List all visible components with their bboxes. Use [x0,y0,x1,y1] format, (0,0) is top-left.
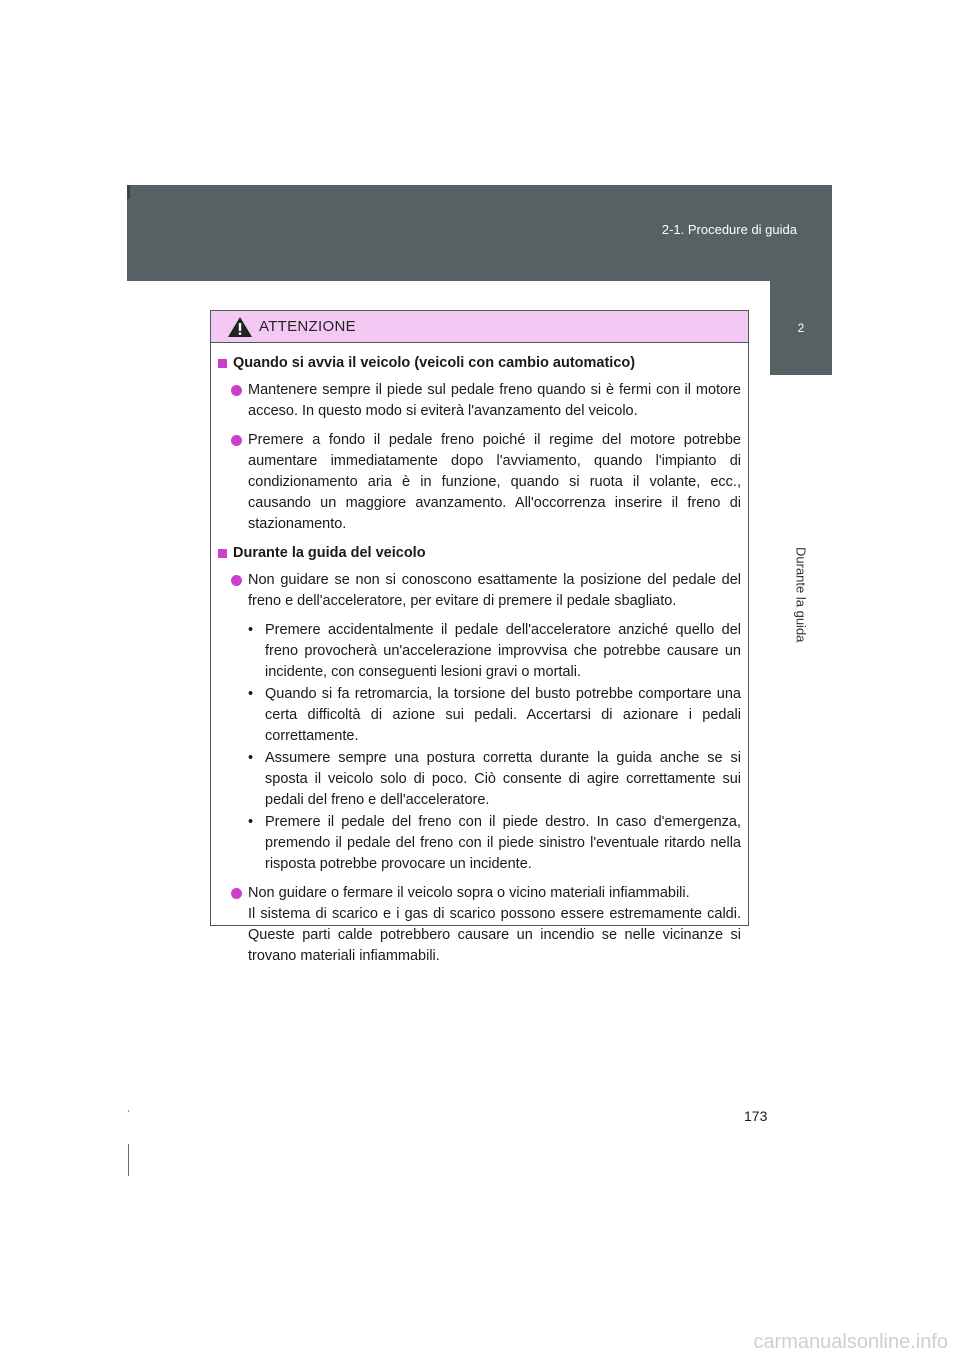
list-item-text: Non guidare se non si conoscono esattamente la posizione del pedale del freno e dell'acceleratore, per evitare di premere il pedale sbagliato. [248,572,741,609]
bullet-icon: • [248,686,254,702]
bullet-icon: • [248,750,254,766]
list-item-text: Mantenere sempre il piede sul pedale freno quando si è fermi con il motore acceso. In questo modo si eviterà l'avanzamento del veicolo. [248,382,741,419]
square-bullet-icon [218,359,227,368]
sub-list-item-text: Premere accidentalmente il pedale dell'acceleratore anziché quello del freno provocherà un'accelerazione improvvisa che potrebbe causare un incidente, con conseguenti lesioni gravi o mortali. [265,622,741,680]
bullet-icon: • [248,814,254,830]
crop-mark [128,1144,129,1176]
sub-list-item [248,812,741,875]
section-title: 2-1. Procedure di guida [661,222,797,237]
section-heading [218,543,741,564]
sub-list-item [248,684,741,747]
chapter-tab-label [770,375,832,695]
section-heading-text: Durante la guida del veicolo [233,545,426,561]
warning-header [211,311,748,343]
sub-list-item-text: Premere il pedale del freno con il piede destro. In caso d'emergenza, premendo il pedale del freno con il piede sinistro l'eventuale ritardo nella risposta potrebbe provocare un incidente. [265,814,741,872]
sub-list-item-text: Quando si fa retromarcia, la torsione del busto potrebbe comportare una certa difficoltà di azione sui pedali. Accertarsi di azionare i pedali correttamente. [265,686,741,744]
square-bullet-icon [218,549,227,558]
list-item [231,430,741,535]
sub-list-item [248,620,741,683]
chapter-number: 2 [797,321,805,335]
section-heading [218,353,741,374]
watermark-text: carmanualsonline.info [753,1331,948,1353]
warning-triangle-icon [227,316,253,338]
section-heading-text: Quando si avvia il veicolo (veicoli con cambio automatico) [233,355,636,371]
warning-box [210,310,749,964]
chapter-label: Durante la guida [793,547,809,643]
warning-body [211,343,748,967]
page-number: 173 [744,1108,768,1124]
header-band [127,185,832,281]
list-item [231,570,741,612]
chapter-tab-number [770,281,832,375]
list-item-text: Premere a fondo il pedale freno poiché il regime del motore potrebbe aumentare immediatamente dopo l'avviamento, quando l'impianto di condizionamento aria è in funzione, quando si ruota il volante, ecc., causando un maggiore avanzamento. All'occorrenza inserire il freno di stazionamento. [248,432,741,532]
sub-list [248,620,741,875]
sub-list-item [248,748,741,811]
list-item-text: Non guidare o fermare il veicolo sopra o vicino materiali infiammabili. Il sistema di scarico e i gas di scarico possono essere estremamente caldi. Queste parti calde potrebbero causare un incendio se nelle vicinanze si trovano materiali infiammabili. [248,885,741,964]
list-item [231,883,741,967]
list-item [231,380,741,422]
circle-bullet-icon [231,888,242,899]
circle-bullet-icon [231,575,242,586]
header-corner-mark [127,185,130,199]
circle-bullet-icon [231,385,242,396]
warning-title: ATTENZIONE [259,318,356,335]
crop-mark-dot [128,1110,129,1112]
sub-list-item-text: Assumere sempre una postura corretta durante la guida anche se si sposta il veicolo solo di poco. Ciò consente di agire correttamente sui pedali del freno e dell'acceleratore. [265,750,741,808]
circle-bullet-icon [231,435,242,446]
bullet-icon: • [248,622,254,638]
